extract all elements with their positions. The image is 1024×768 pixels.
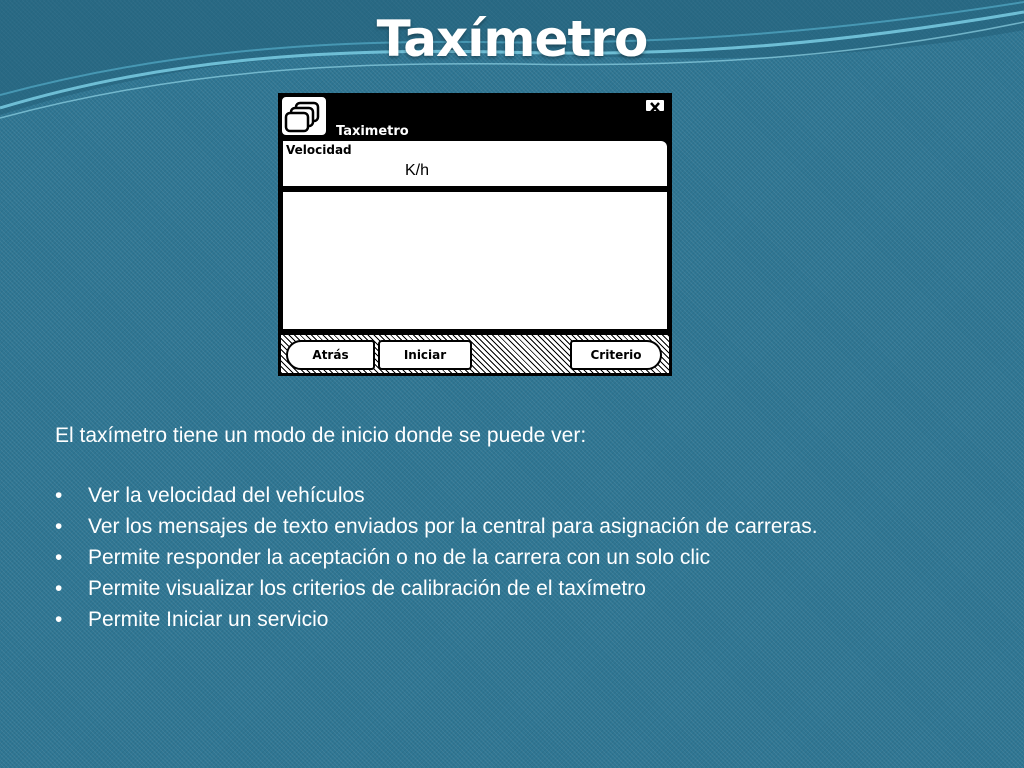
speed-panel <box>283 141 667 186</box>
close-icon[interactable] <box>644 98 666 113</box>
slide-title: Taxímetro <box>376 10 648 68</box>
intro-text: El taxímetro tiene un modo de inicio donde se puede ver: <box>55 424 587 447</box>
list-item-text: Permite Iniciar un servicio <box>88 608 329 631</box>
list-item-text: Ver los mensajes de texto enviados por la central para asignación de carreras. <box>88 515 818 538</box>
windows-icon[interactable] <box>280 95 328 137</box>
message-area <box>283 192 667 329</box>
start-button[interactable]: Iniciar <box>378 340 472 370</box>
speed-label: Velocidad <box>286 143 352 157</box>
list-item-text: Permite responder la aceptación o no de la carrera con un solo clic <box>88 546 711 569</box>
back-button[interactable]: Atrás <box>286 340 375 370</box>
bullet-icon: • <box>55 515 63 538</box>
list-item-text: Permite visualizar los criterios de calibración de el taxímetro <box>88 577 646 600</box>
bullet-icon: • <box>55 608 63 631</box>
list-item <box>55 511 955 542</box>
list-item <box>55 573 955 604</box>
bullet-icon: • <box>55 577 63 600</box>
list-item-text: Ver la velocidad del vehículos <box>88 484 365 507</box>
bullet-icon: • <box>55 546 63 569</box>
bullet-icon: • <box>55 484 63 507</box>
feature-list <box>55 480 955 635</box>
speed-unit: K/h <box>405 162 430 179</box>
list-item <box>55 604 955 635</box>
criteria-button[interactable]: Criterio <box>570 340 662 370</box>
slide-body <box>55 420 955 635</box>
taximeter-screen <box>278 93 672 376</box>
list-item <box>55 480 955 511</box>
tab-slant <box>456 124 468 141</box>
app-title: Taximetro <box>336 124 409 139</box>
softkey-bar <box>281 335 669 373</box>
list-item <box>55 542 955 573</box>
